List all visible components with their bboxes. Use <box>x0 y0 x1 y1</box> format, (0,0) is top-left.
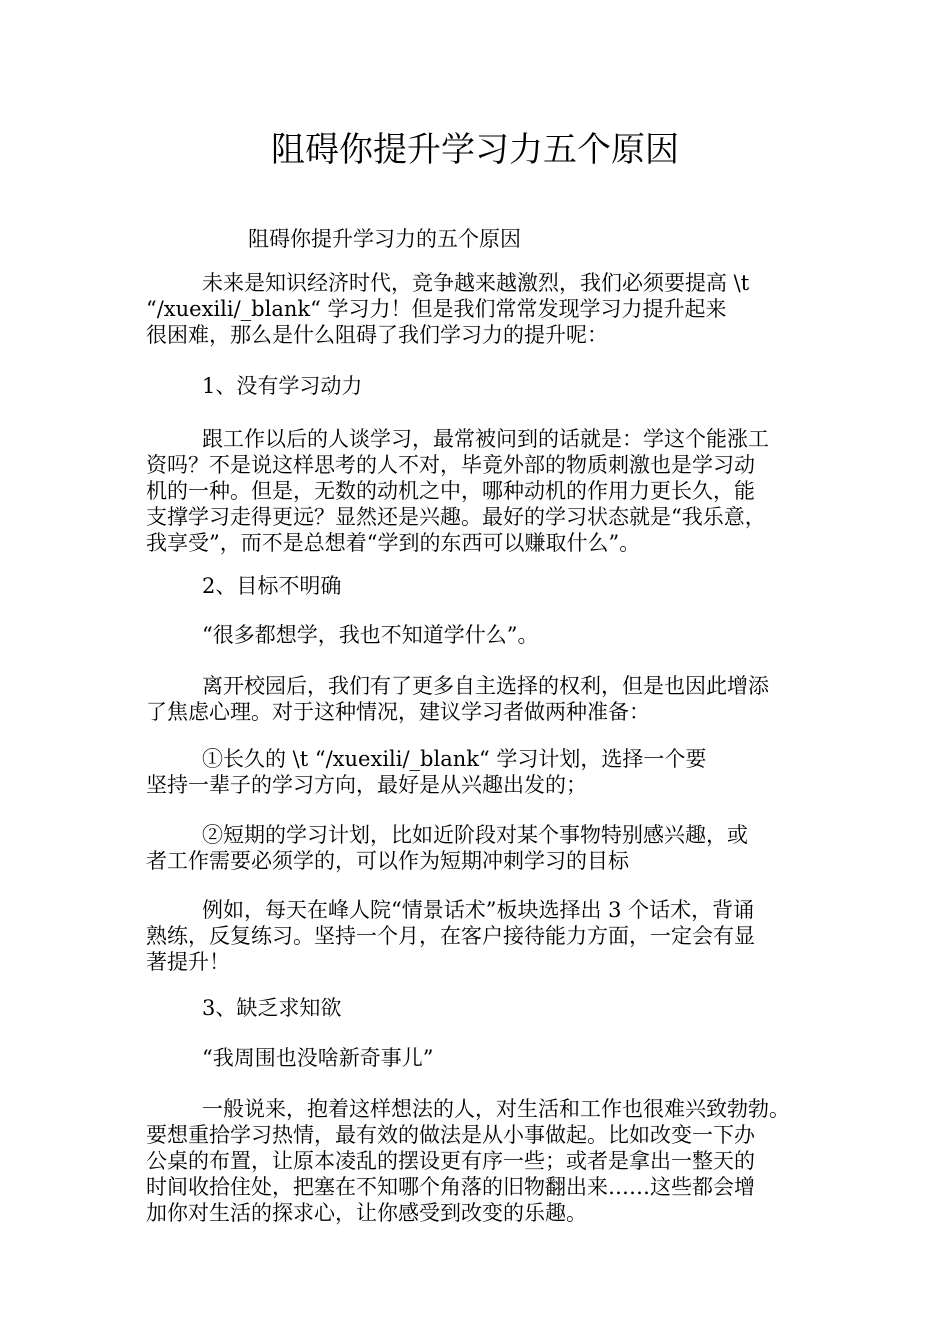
section-heading-3 <box>146 995 826 1021</box>
section-heading-1 <box>146 373 826 399</box>
text-line: 者工作需要必须学的，可以作为短期冲刺学习的目标 <box>146 849 629 873</box>
text-line: 1、没有学习动力 <box>202 374 363 398</box>
text-line: 时间收拾住处，把塞在不知哪个角落的旧物翻出来……这些都会增 <box>146 1175 755 1199</box>
text-line: 跟工作以后的人谈学习，最常被问到的话就是：学这个能涨工 <box>202 427 769 451</box>
text-line: “/xuexili/_blank“ 学习力！但是我们常常发现学习力提升起来 <box>146 297 727 321</box>
paragraph-goals <box>146 673 826 725</box>
text-line: 一般说来，抱着这样想法的人，对生活和工作也很难兴致勃勃。 <box>202 1097 790 1121</box>
quote-line <box>146 622 826 648</box>
text-line: “我周围也没啥新奇事儿” <box>202 1046 434 1070</box>
paragraph-plan-short <box>146 822 826 874</box>
text-line: 2、目标不明确 <box>202 574 342 598</box>
paragraph-curiosity <box>146 1096 826 1226</box>
text-line: 了焦虑心理。对于这种情况，建议学习者做两种准备： <box>146 700 650 724</box>
quote-line <box>146 1045 826 1071</box>
text-line: ①长久的 \t “/xuexili/_blank“ 学习计划，选择一个要 <box>202 747 707 771</box>
text-line: 机的一种。但是，无数的动机之中，哪种动机的作用力更长久，能 <box>146 479 755 503</box>
text-line: 未来是知识经济时代，竞争越来越激烈，我们必须要提高 \t <box>202 271 750 295</box>
text-line: 资吗？不是说这样思考的人不对，毕竟外部的物质刺激也是学习动 <box>146 453 755 477</box>
text-line: 要想重拾学习热情，最有效的做法是从小事做起。比如改变一下办 <box>146 1123 755 1147</box>
text-line: 我享受”，而不是总想着“学到的东西可以赚取什么”。 <box>146 531 641 555</box>
text-line: 公桌的布置，让原本凌乱的摆设更有序一些；或者是拿出一整天的 <box>146 1149 755 1173</box>
paragraph-plan-long <box>146 746 826 798</box>
paragraph-example <box>146 897 826 975</box>
paragraph-motivation <box>146 426 826 556</box>
text-line: 加你对生活的探求心，让你感受到改变的乐趣。 <box>146 1201 587 1225</box>
text-line: 离开校园后，我们有了更多自主选择的权利，但是也因此增添 <box>202 674 769 698</box>
section-heading-2 <box>146 573 826 599</box>
text-line: 熟练，反复练习。坚持一个月，在客户接待能力方面，一定会有显 <box>146 924 755 948</box>
text-line: ②短期的学习计划，比如近阶段对某个事物特别感兴趣，或 <box>202 823 748 847</box>
text-line: 著提升！ <box>146 950 230 974</box>
text-line: 3、缺乏求知欲 <box>202 996 342 1020</box>
text-line: 例如，每天在峰人院“情景话术”板块选择出 3 个话术，背诵 <box>202 898 755 922</box>
text-line: 很困难，那么是什么阻碍了我们学习力的提升呢： <box>146 323 608 347</box>
text-line: 支撑学习走得更远？显然还是兴趣。最好的学习状态就是“我乐意， <box>146 505 766 529</box>
text-line: “很多都想学，我也不知道学什么”。 <box>202 623 539 647</box>
text-line: 坚持一辈子的学习方向，最好是从兴趣出发的； <box>146 773 587 797</box>
paragraph-intro <box>146 270 826 348</box>
document-title: 阻碍你提升学习力五个原因 <box>271 130 679 170</box>
document-subtitle: 阻碍你提升学习力的五个原因 <box>248 227 521 251</box>
